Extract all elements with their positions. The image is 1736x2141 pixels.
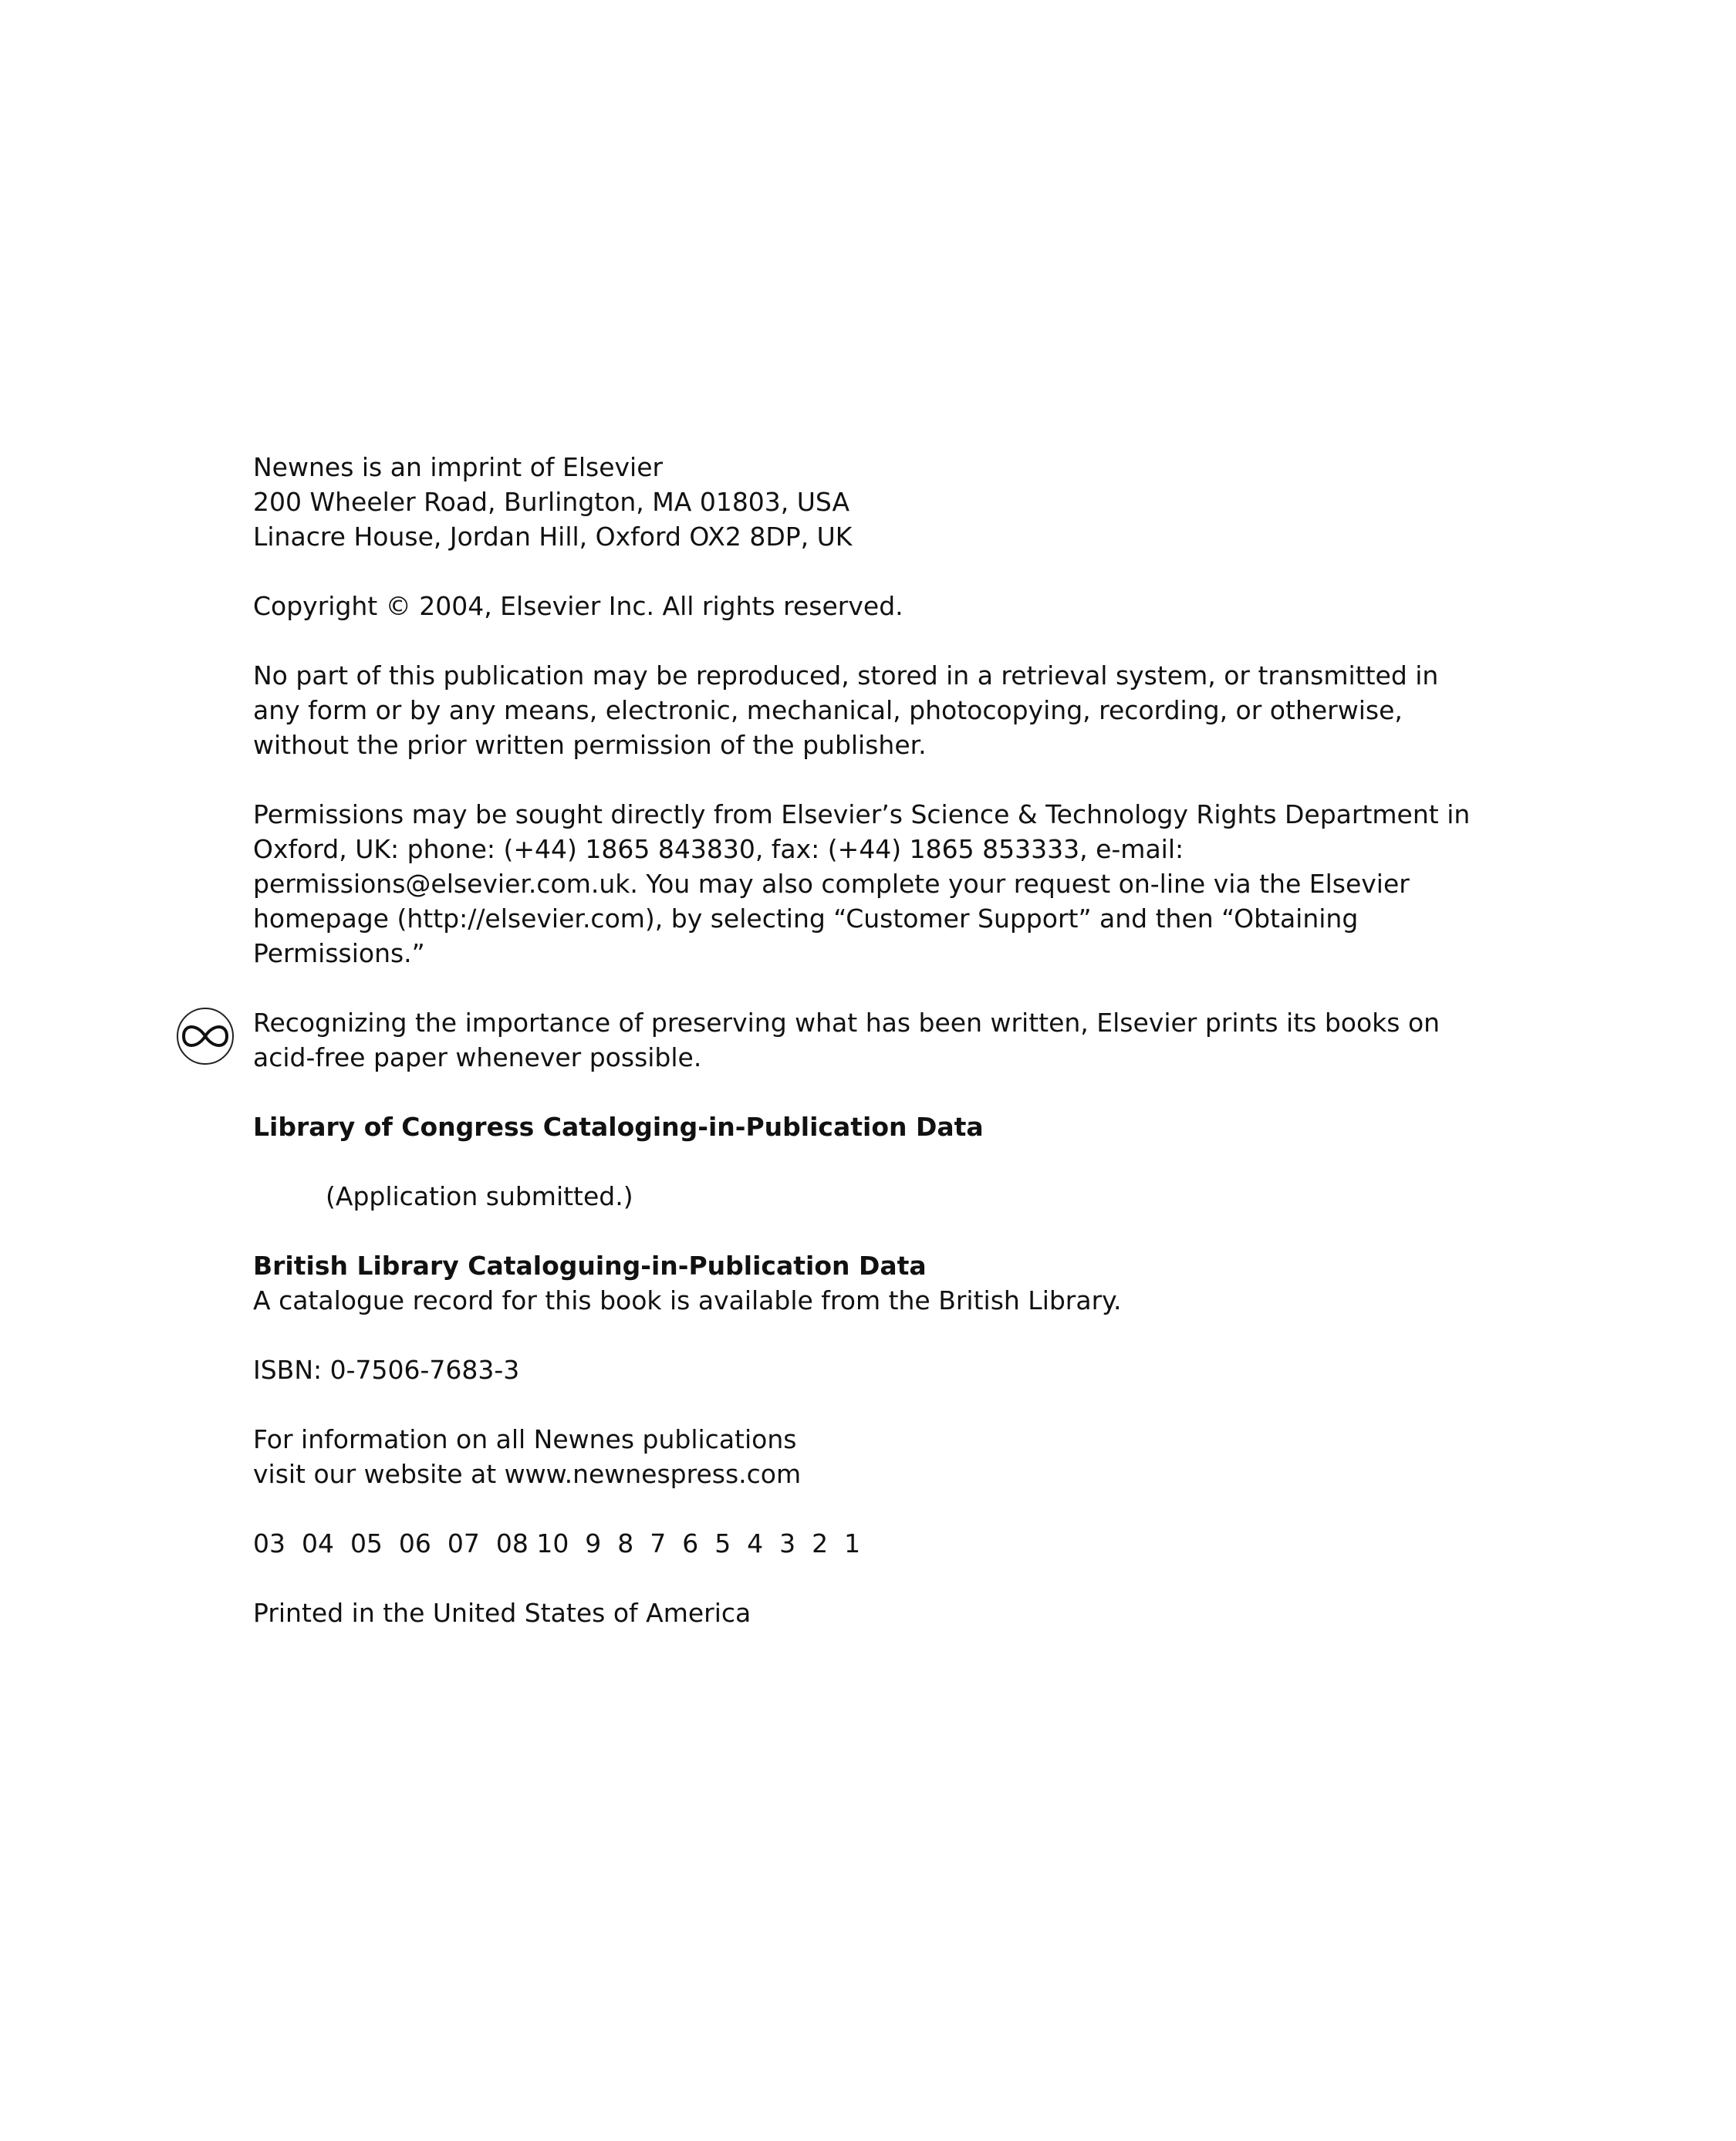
loc-note: (Application submitted.) xyxy=(326,1181,633,1211)
permissions-line: Permissions may be sought directly from Elsevier’s Science & Technology Rights Department in xyxy=(253,799,1471,829)
print-line: 03 04 05 06 07 08 10 9 8 7 6 5 4 3 2 1 xyxy=(253,1528,861,1558)
acid-free-line: acid-free paper whenever possible. xyxy=(253,1042,702,1072)
info-line: For information on all Newnes publications xyxy=(253,1424,797,1454)
infinity-paper-icon xyxy=(174,1005,236,1067)
no-part-block xyxy=(253,658,1488,762)
permissions-line: Permissions.” xyxy=(253,938,425,968)
isbn: ISBN: 0-7506-7683-3 xyxy=(253,1355,520,1385)
loc-heading: Library of Congress Cataloging-in-Publication Data xyxy=(253,1112,984,1142)
loc-heading-block xyxy=(253,1109,1488,1144)
printed-block xyxy=(253,1596,1488,1630)
info-block xyxy=(253,1422,1488,1491)
permissions-line: permissions@elsevier.com.uk. You may also complete your request on-line via the Elsevier xyxy=(253,869,1410,899)
copyright-page xyxy=(253,450,1488,1665)
imprint-line: Newnes is an imprint of Elsevier xyxy=(253,452,664,482)
print-line-block xyxy=(253,1526,1488,1561)
acid-free-block xyxy=(253,1005,1488,1075)
bl-text: A catalogue record for this book is available from the British Library. xyxy=(253,1285,1122,1315)
no-part-line: No part of this publication may be reproduced, stored in a retrieval system, or transmitted in xyxy=(253,660,1439,691)
acid-free-line: Recognizing the importance of preserving what has been written, Elsevier prints its books on xyxy=(253,1008,1440,1038)
bl-block xyxy=(253,1248,1488,1318)
permissions-block xyxy=(253,797,1488,971)
copyright-line: Copyright © 2004, Elsevier Inc. All rights reserved. xyxy=(253,591,903,621)
bl-heading: British Library Cataloguing-in-Publication Data xyxy=(253,1251,927,1281)
imprint-line: Linacre House, Jordan Hill, Oxford OX2 8DP, UK xyxy=(253,522,853,552)
no-part-line: without the prior written permission of the publisher. xyxy=(253,730,927,760)
permissions-line: homepage (http://elsevier.com), by selecting “Customer Support” and then “Obtaining xyxy=(253,903,1359,934)
copyright-block xyxy=(253,589,1488,623)
printed-in: Printed in the United States of America xyxy=(253,1598,751,1628)
no-part-line: any form or by any means, electronic, mechanical, photocopying, recording, or otherwise, xyxy=(253,695,1403,725)
permissions-line: Oxford, UK: phone: (+44) 1865 843830, fax: (+44) 1865 853333, e-mail: xyxy=(253,834,1184,864)
info-line: visit our website at www.newnespress.com xyxy=(253,1459,802,1489)
loc-note-block xyxy=(253,1179,1488,1214)
isbn-block xyxy=(253,1352,1488,1387)
imprint-block xyxy=(253,450,1488,554)
imprint-line: 200 Wheeler Road, Burlington, MA 01803, USA xyxy=(253,487,850,517)
